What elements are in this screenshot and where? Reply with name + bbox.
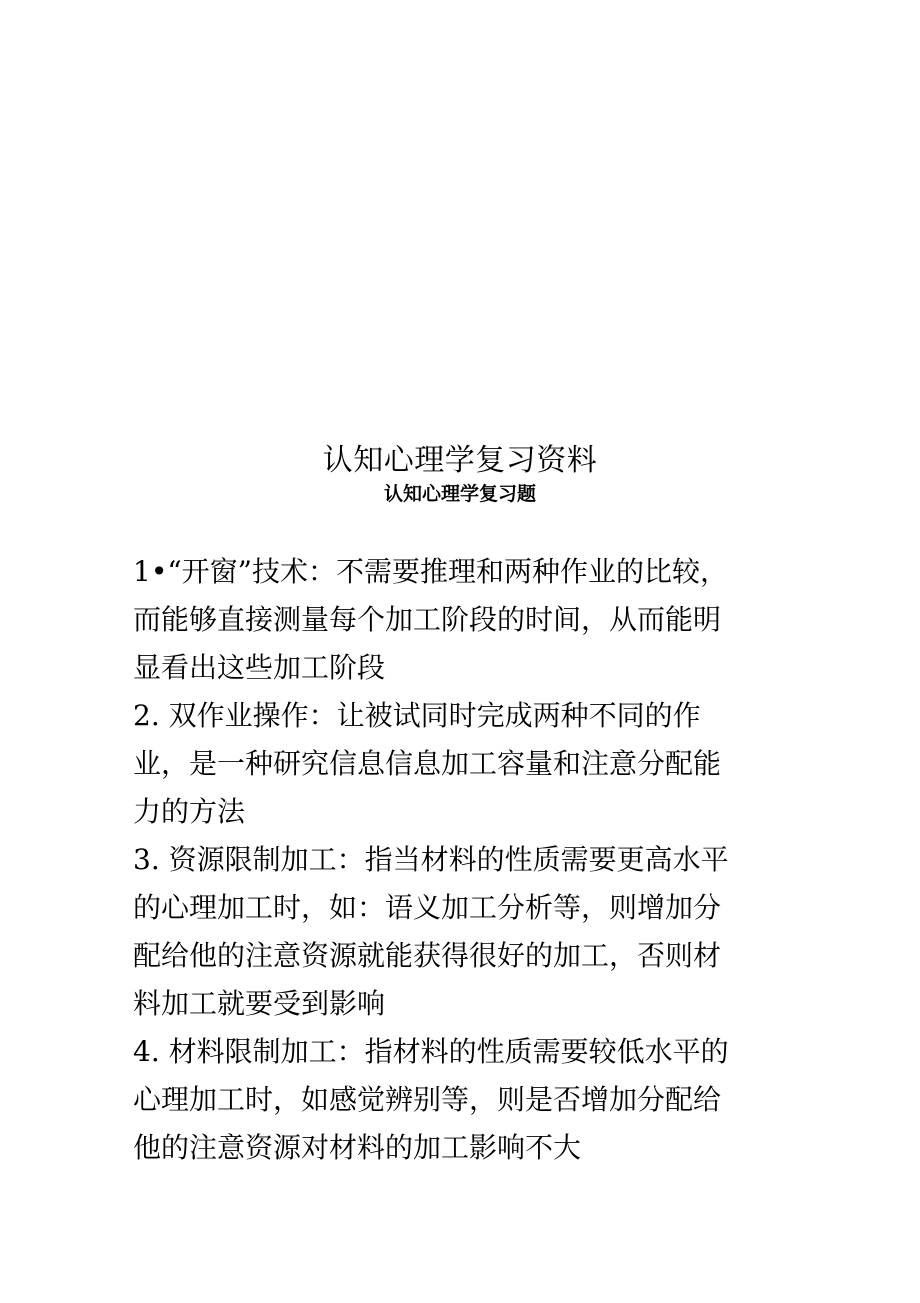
document-body: [133, 548, 773, 1172]
document-title: 认知心理学复习资料: [322, 443, 598, 478]
paragraph-window-technique: 1•“开窗”技术：不需要推理和两种作业的比较， 而能够直接测量每个加工阶段的时间，从而能明 显看出这些加工阶段: [133, 555, 728, 684]
paragraph-resource-limited: 3. 资源限制加工：指当材料的性质需要更高水平 的心理加工时，如：语义加工分析等，则增加分 配给他的注意资源就能获得很好的加工，否则材 料加工就要受到影响: [133, 843, 729, 1020]
paragraph-dual-task: 2. 双作业操作：让被试同时完成两种不同的作 业，是一种研究信息信息加工容量和注意分配能 力的方法: [133, 699, 722, 828]
paragraph-data-limited: 4. 材料限制加工：指材料的性质需要较低水平的 心理加工时，如感觉辨别等，则是否增加分配给 他的注意资源对材料的加工影响不大: [133, 1035, 729, 1164]
document-subtitle: 认知心理学复习题: [383, 483, 536, 505]
